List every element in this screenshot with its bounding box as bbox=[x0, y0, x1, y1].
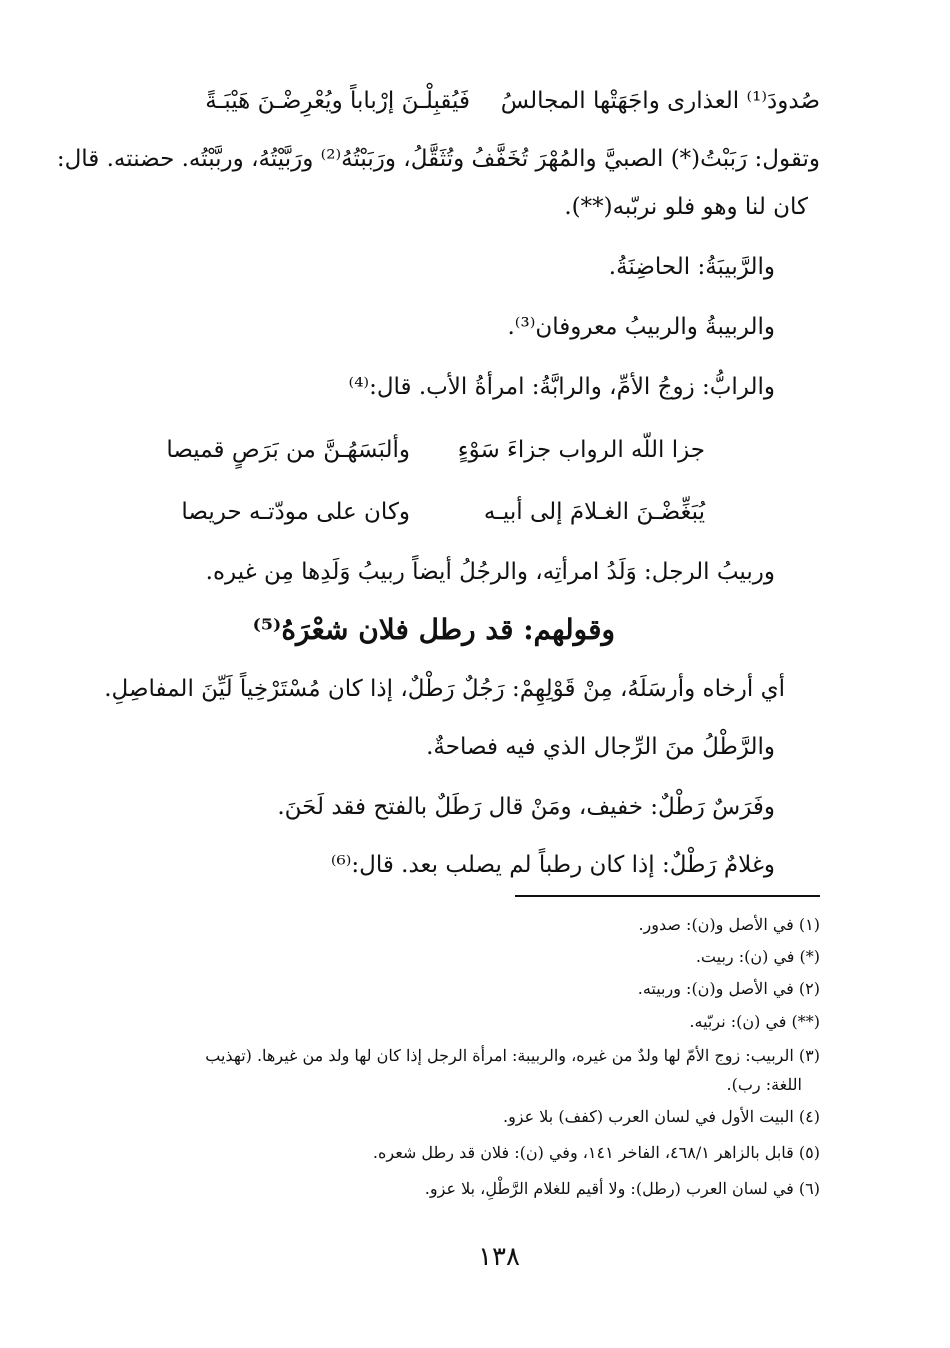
paragraph-3: والربيبةُ والربيبُ معروفان⁽³⁾. bbox=[507, 314, 775, 340]
verse-3-left-hemistich: وكان على مودّتـه حريصا bbox=[181, 499, 410, 525]
footnote-star: (*) في (ن): ربيت. bbox=[695, 947, 820, 966]
verse-2-left-hemistich: وألبَسَهُـنَّ من بَرَصٍ قميصا bbox=[166, 437, 410, 463]
paragraph-7: والرَّطْلُ منَ الرِّجال الذي فيه فصاحةٌ. bbox=[426, 734, 775, 760]
paragraph-8: وفَرَسٌ رَطْلٌ: خفيف، ومَنْ قال رَطَلٌ بالفتح فقد لَحَنَ. bbox=[277, 794, 775, 820]
footnote-3-line-1: (٣) الربيب: زوج الأمّ لها ولدٌ من غيره، والربيبة: امرأة الرجل إذا كان لها ولد من غيرها. (تهذيب bbox=[205, 1046, 820, 1065]
footnote-6: (٦) في لسان العرب (رطل): ولا أقيم للغلام الرَّطْلِ، بلا عزو. bbox=[424, 1179, 820, 1198]
paragraph-1-line-1: وتقول: رَبَبْتُ(*) الصبيَّ والمُهْرَ تُخَفَّفُ وتُثَقَّلُ، ورَبَبْتُهُ⁽²⁾ ورَبَّيْتُهُ، وربَّبْتُه. حضنته. قال: bbox=[56, 146, 820, 172]
footnote-double-star: (**) في (ن): نربّيه. bbox=[689, 1012, 820, 1031]
verse-2-right-hemistich: جزا اللّه الرواب جزاءَ سَوْءٍ bbox=[457, 437, 705, 463]
paragraph-4: والرابُّ: زوجُ الأمِّ، والرابَّةُ: امرأةُ الأب. قال:⁽⁴⁾ bbox=[348, 374, 775, 400]
page-number: ١٣٨ bbox=[478, 1242, 520, 1272]
footnote-separator bbox=[515, 895, 820, 897]
verse-3-right-hemistich: يُبَغِّضْـنَ الغـلامَ إلى أبيـه bbox=[483, 499, 705, 525]
footnote-3-line-2: اللغة: رب). bbox=[726, 1075, 802, 1094]
paragraph-6: أي أرخاه وأرسَلَهُ، مِنْ قَوْلِهِمْ: رَجُلٌ رَطْلٌ، إذا كان مُسْتَرْخِياً لَيِّنَ المفاصِلِ. bbox=[104, 676, 785, 702]
paragraph-2: والرَّبيبَةُ: الحاضِنَةُ. bbox=[608, 254, 775, 280]
footnote-1: (١) في الأصل و(ن): صدور. bbox=[638, 915, 820, 934]
paragraph-5: وربيبُ الرجل: وَلَدُ امرأتِه، والرجُلُ أيضاً ربيبُ وَلَدِها مِن غيره. bbox=[205, 559, 775, 585]
verse-1-left-hemistich: فَيُقبِلْـنَ إرْباباً ويُعْرِضْـنَ هَيْبَـةً bbox=[205, 88, 470, 114]
section-heading: وقولهم: قد رطل فلان شعْرَهُ⁽⁵⁾ bbox=[252, 613, 615, 646]
footnote-4: (٤) البيت الأول في لسان العرب (كفف) بلا عزو. bbox=[502, 1107, 820, 1126]
footnote-5: (٥) قابل بالزاهر ٤٦٨/١، الفاخر ١٤١، وفي (ن): فلان قد رطل شعره. bbox=[372, 1143, 820, 1162]
paragraph-9: وغلامٌ رَطْلٌ: إذا كان رطباً لم يصلب بعد. قال:⁽⁶⁾ bbox=[330, 852, 775, 878]
footnote-2: (٢) في الأصل و(ن): وربيته. bbox=[637, 979, 820, 998]
verse-1-right-hemistich: صُدودَ⁽¹⁾ العذارى واجَهَتْها المجالسُ bbox=[500, 88, 820, 114]
paragraph-1-line-2: كان لنا وهو فلو نربّبه(**). bbox=[564, 194, 808, 220]
